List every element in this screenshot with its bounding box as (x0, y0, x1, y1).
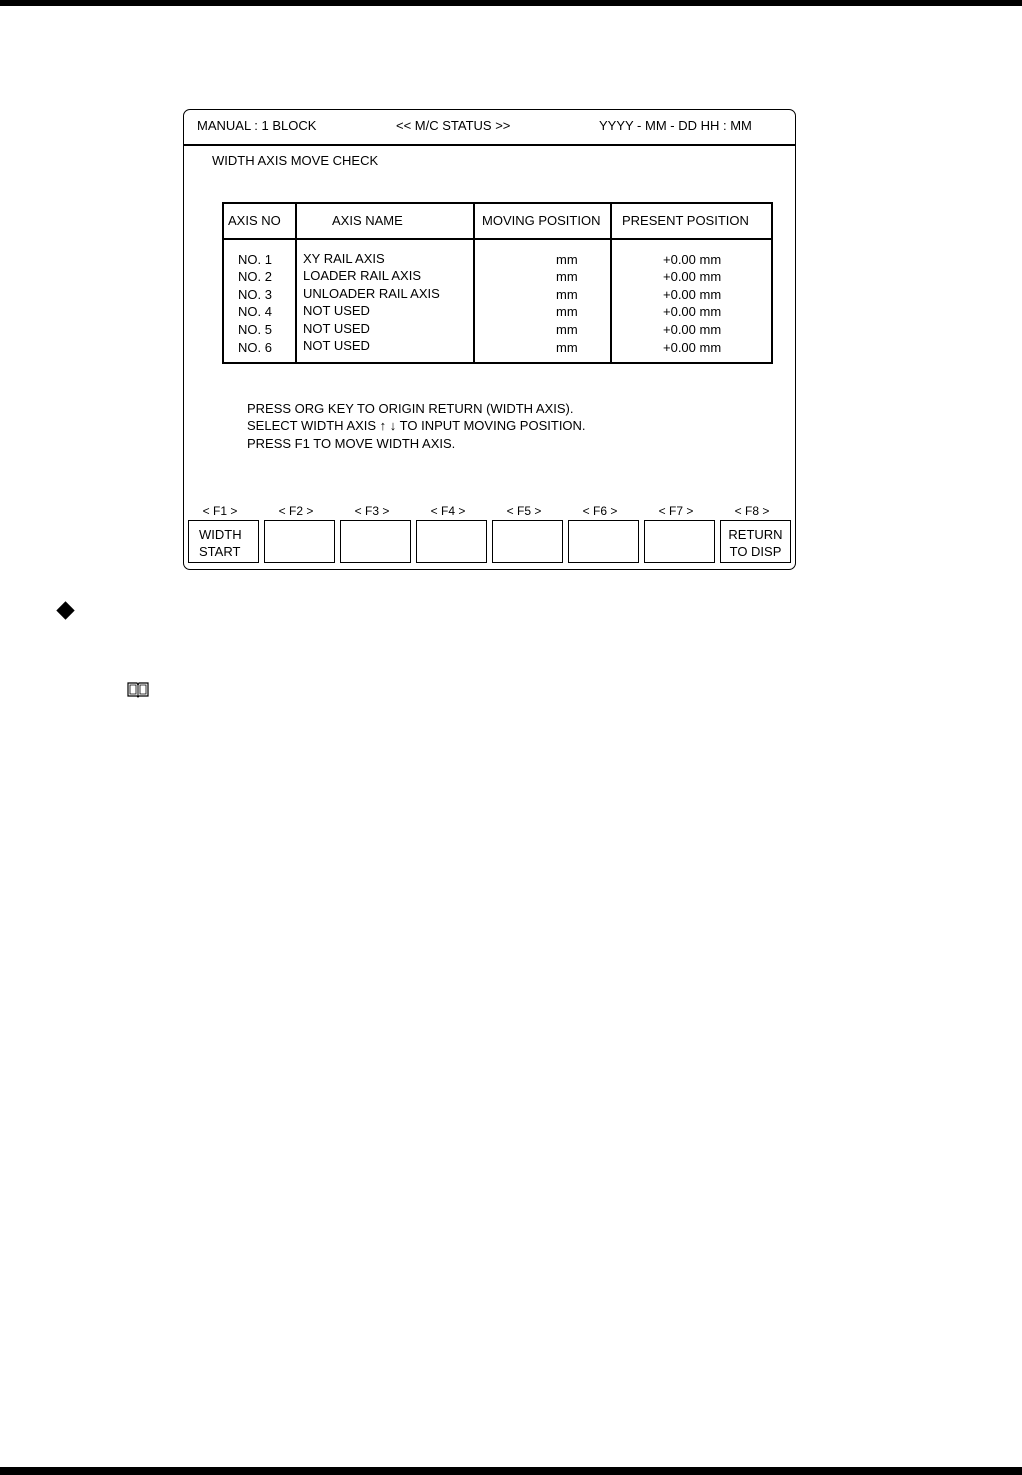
axis-name-cell: NOT USED (303, 338, 370, 353)
column-divider (610, 204, 612, 362)
instruction-line: PRESS F1 TO MOVE WIDTH AXIS. (247, 436, 456, 451)
instruction-line: SELECT WIDTH AXIS ↑ ↓ TO INPUT MOVING POSITION. (247, 418, 586, 433)
column-divider (473, 204, 475, 362)
present-position-cell: +0.00 mm (663, 322, 722, 337)
present-position-cell: +0.00 mm (663, 340, 722, 355)
button-label-line: RETURN (728, 527, 783, 542)
moving-position-cell[interactable]: mm (556, 269, 578, 284)
screen-title: << M/C STATUS >> (396, 118, 511, 133)
axis-name-cell: UNLOADER RAIL AXIS (303, 286, 440, 301)
datetime-display: YYYY - MM - DD HH : MM (599, 118, 752, 133)
f8-key-label: < F8 > (734, 504, 770, 518)
col-header-axis-name: AXIS NAME (332, 213, 403, 228)
axis-name-cell: NOT USED (303, 303, 370, 318)
column-divider (295, 204, 297, 362)
col-header-present-position: PRESENT POSITION (622, 213, 749, 228)
header-divider (184, 144, 795, 146)
f1-key-label: < F1 > (202, 504, 238, 518)
button-label-line: TO DISP (729, 544, 782, 559)
moving-position-cell[interactable]: mm (556, 287, 578, 302)
moving-position-cell[interactable]: mm (556, 252, 578, 267)
axis-no-cell: NO. 4 (238, 304, 272, 319)
f6-button[interactable] (568, 520, 639, 563)
present-position-cell: +0.00 mm (663, 252, 722, 267)
f4-key-label: < F4 > (430, 504, 466, 518)
diamond-bullet-icon (56, 601, 74, 619)
axis-no-cell: NO. 3 (238, 287, 272, 302)
axis-no-cell: NO. 6 (238, 340, 272, 355)
book-icon (126, 681, 150, 699)
moving-position-cell[interactable]: mm (556, 304, 578, 319)
col-header-axis-no: AXIS NO (228, 213, 281, 228)
col-header-moving-position: MOVING POSITION (482, 213, 601, 228)
mode-indicator: MANUAL : 1 BLOCK (197, 118, 317, 133)
top-rule (0, 0, 1022, 6)
axis-no-cell: NO. 2 (238, 269, 272, 284)
f3-key-label: < F3 > (354, 504, 390, 518)
f2-button[interactable] (264, 520, 335, 563)
axis-table (222, 202, 773, 364)
mc-status-screen (183, 109, 796, 570)
instruction-line: PRESS ORG KEY TO ORIGIN RETURN (WIDTH AXIS). (247, 401, 574, 416)
header-row-divider (224, 238, 771, 240)
present-position-cell: +0.00 mm (663, 287, 722, 302)
f7-key-label: < F7 > (658, 504, 694, 518)
return-to-disp-button[interactable] (720, 520, 791, 563)
bottom-rule (0, 1467, 1022, 1475)
width-start-button[interactable] (188, 520, 259, 563)
moving-position-cell[interactable]: mm (556, 322, 578, 337)
page-title: WIDTH AXIS MOVE CHECK (212, 153, 379, 168)
f3-button[interactable] (340, 520, 411, 563)
present-position-cell: +0.00 mm (663, 269, 722, 284)
axis-no-cell: NO. 5 (238, 322, 272, 337)
present-position-cell: +0.00 mm (663, 304, 722, 319)
button-label-line: WIDTH (199, 527, 242, 542)
axis-no-cell: NO. 1 (238, 252, 272, 267)
button-label-line: START (199, 544, 241, 559)
axis-name-cell: NOT USED (303, 321, 370, 336)
f5-button[interactable] (492, 520, 563, 563)
f5-key-label: < F5 > (506, 504, 542, 518)
moving-position-cell[interactable]: mm (556, 340, 578, 355)
axis-name-cell: LOADER RAIL AXIS (303, 268, 422, 283)
f7-button[interactable] (644, 520, 715, 563)
f6-key-label: < F6 > (582, 504, 618, 518)
f4-button[interactable] (416, 520, 487, 563)
axis-name-cell: XY RAIL AXIS (303, 251, 385, 266)
f2-key-label: < F2 > (278, 504, 314, 518)
